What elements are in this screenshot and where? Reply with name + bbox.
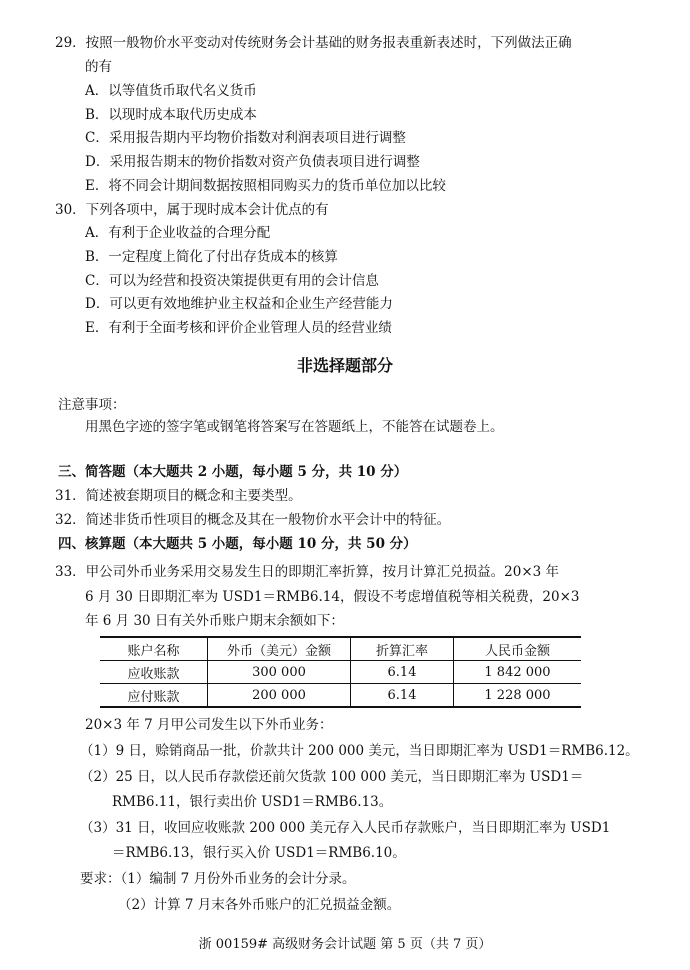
q29-stem-line2: 的有 <box>85 59 112 75</box>
table-cell: 1 228 000 <box>454 684 582 708</box>
table-cell: 6.14 <box>351 661 454 684</box>
section4-desc: （本大题共 5 小题，每小题 10 分，共 50 分） <box>125 536 417 552</box>
q33-intro: 20×3 年 7 月甲公司发生以下外币业务： <box>85 717 333 733</box>
q29-stem-line1: 29．按照一般物价水平变动对传统财务会计基础的财务报表重新表述时，下列做法正确 <box>55 35 572 51</box>
q29-option-e: E．将不同会计期间数据按照相同购买力的货币单位加以比较 <box>85 178 446 194</box>
section3-heading <box>58 461 407 483</box>
part-title: 非选择题部分 <box>296 356 393 375</box>
table-cell: 6.14 <box>351 684 454 708</box>
q33-item1: （1）9 日，赊销商品一批，价款共计 200 000 美元，当日即期汇率为 USD1＝RMB6.12。 <box>80 743 639 759</box>
q33-requirement-2: （2）计算 7 月末各外币账户的汇兑损益金额。 <box>118 897 401 913</box>
q29-option-a: A．以等值货币取代名义货币 <box>85 83 257 99</box>
table-header-cell: 账户名称 <box>100 637 208 661</box>
q33-line1: 33．甲公司外币业务采用交易发生日的即期汇率折算，按月计算汇兑损益。20×3 年 <box>55 564 560 580</box>
table-row <box>100 684 581 708</box>
q30-option-c: C．可以为经营和投资决策提供更有用的会计信息 <box>85 273 379 289</box>
q29-option-d: D．采用报告期末的物价指数对资产负债表项目进行调整 <box>85 154 420 170</box>
foreign-currency-balance-table <box>100 636 581 708</box>
table-cell: 应付账款 <box>100 684 208 708</box>
section3-title: 三、简答题 <box>58 464 126 480</box>
q33-item2-line1: （2）25 日，以人民币存款偿还前欠货款 100 000 美元，当日即期汇率为 USD1＝ <box>80 769 584 785</box>
q33-item3-line1: （3）31 日，收回应收账款 200 000 美元存入人民币存款账户，当日即期汇率为 USD1 <box>80 820 611 836</box>
section4-title: 四、核算题 <box>58 536 126 552</box>
table-cell: 应收账款 <box>100 661 208 684</box>
notice-text: 用黑色字迹的签字笔或钢笔将答案写在答题纸上，不能答在试题卷上。 <box>85 419 504 435</box>
q29-option-b: B．以现时成本取代历史成本 <box>85 107 257 123</box>
table-cell: 1 842 000 <box>454 661 582 684</box>
q29-option-c: C．采用报告期内平均物价指数对利润表项目进行调整 <box>85 130 406 146</box>
table-row <box>100 661 581 684</box>
q30-stem: 30．下列各项中，属于现时成本会计优点的有 <box>55 202 329 218</box>
section4-heading <box>58 533 417 555</box>
q30-option-d: D．可以更有效地维护业主权益和企业生产经营能力 <box>85 296 393 312</box>
q30-option-e: E．有利于全面考核和评价企业管理人员的经营业绩 <box>85 320 392 336</box>
table-header-row <box>100 637 581 661</box>
table-header-cell: 外币（美元）金额 <box>208 637 351 661</box>
table-cell: 300 000 <box>208 661 351 684</box>
page-footer: 浙 00159# 高级财务会计试题 第 5 页（共 7 页） <box>198 937 492 952</box>
q33-line2: 6 月 30 日即期汇率为 USD1＝RMB6.14，假设不考虑增值税等相关税费，20×3 <box>85 589 580 605</box>
q33-item2-line2: RMB6.11，银行卖出价 USD1＝RMB6.13。 <box>112 794 393 810</box>
q32-text: 32．简述非货币性项目的概念及其在一般物价水平会计中的特征。 <box>55 512 451 528</box>
table-header-cell: 人民币金额 <box>454 637 582 661</box>
q30-option-b: B．一定程度上简化了付出存货成本的核算 <box>85 249 338 265</box>
table-cell: 200 000 <box>208 684 351 708</box>
q33-line3: 年 6 月 30 日有关外币账户期末余额如下： <box>85 613 344 629</box>
q30-option-a: A．有利于企业收益的合理分配 <box>85 225 271 241</box>
notice-heading: 注意事项： <box>58 397 126 413</box>
q33-requirement-1: 要求：（1）编制 7 月份外币业务的会计分录。 <box>80 871 356 887</box>
q33-item3-line2: ＝RMB6.13，银行买入价 USD1＝RMB6.10。 <box>112 845 406 861</box>
section3-desc: （本大题共 2 小题，每小题 5 分，共 10 分） <box>125 464 408 480</box>
q31-text: 31．简述被套期项目的概念和主要类型。 <box>55 488 302 504</box>
table-header-cell: 折算汇率 <box>351 637 454 661</box>
